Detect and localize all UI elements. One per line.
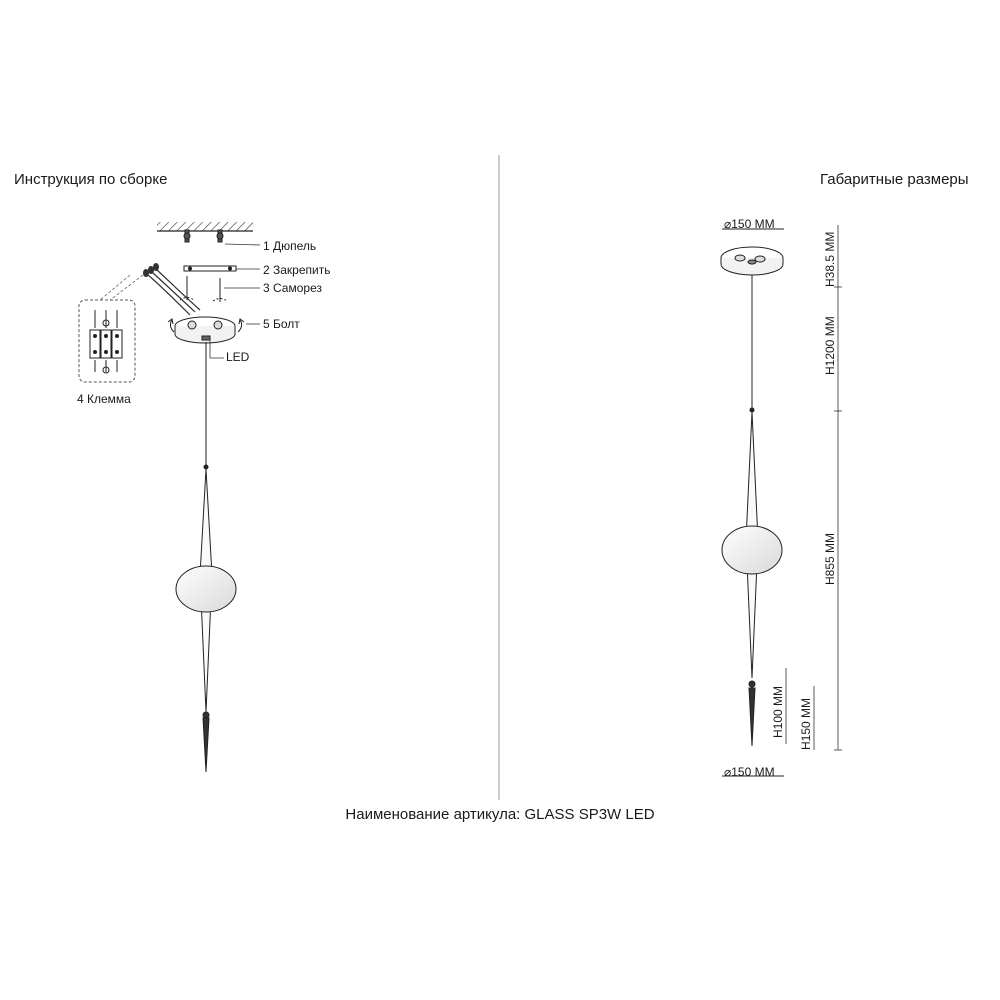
terminal-block-icon — [79, 300, 135, 382]
dimensions-heading: Габаритные размеры — [820, 171, 969, 188]
dim-vertical-main — [834, 225, 842, 750]
canopy-icon — [175, 317, 235, 343]
assembly-heading: Инструкция по сборке — [14, 171, 168, 188]
dim-canopy-diameter: ⌀150 ММ — [724, 217, 775, 231]
mounting-bracket-icon — [184, 266, 236, 271]
dim-canopy-height: H38.5 ММ — [823, 231, 837, 287]
ceiling-hatch-icon — [157, 222, 253, 231]
dim-body-height: H855 ММ — [823, 532, 837, 585]
dim-cable-length: H1200 ММ — [823, 316, 837, 375]
dim-tail-total: H150 ММ — [799, 697, 813, 750]
wire-ends — [143, 263, 159, 277]
callout-led: LED — [226, 350, 250, 364]
dim-base-diameter: ⌀150 ММ — [724, 765, 775, 779]
callout-dowel: 1 Дюпель — [263, 239, 317, 253]
leader-dowel — [225, 244, 260, 245]
dim-tail-height: H100 ММ — [771, 685, 785, 738]
canopy-icon — [721, 247, 783, 275]
pendant-lamp-icon — [176, 342, 236, 772]
dowel-icon — [184, 230, 223, 242]
article-name: Наименование артикула: GLASS SP3W LED — [345, 806, 655, 823]
callout-fix: 2 Закрепить — [263, 263, 331, 277]
pendant-lamp-icon — [722, 275, 782, 746]
callout-terminal: 4 Клемма — [77, 392, 131, 406]
callout-bolt: 5 Болт — [263, 317, 300, 331]
callout-screw: 3 Саморез — [263, 281, 322, 295]
